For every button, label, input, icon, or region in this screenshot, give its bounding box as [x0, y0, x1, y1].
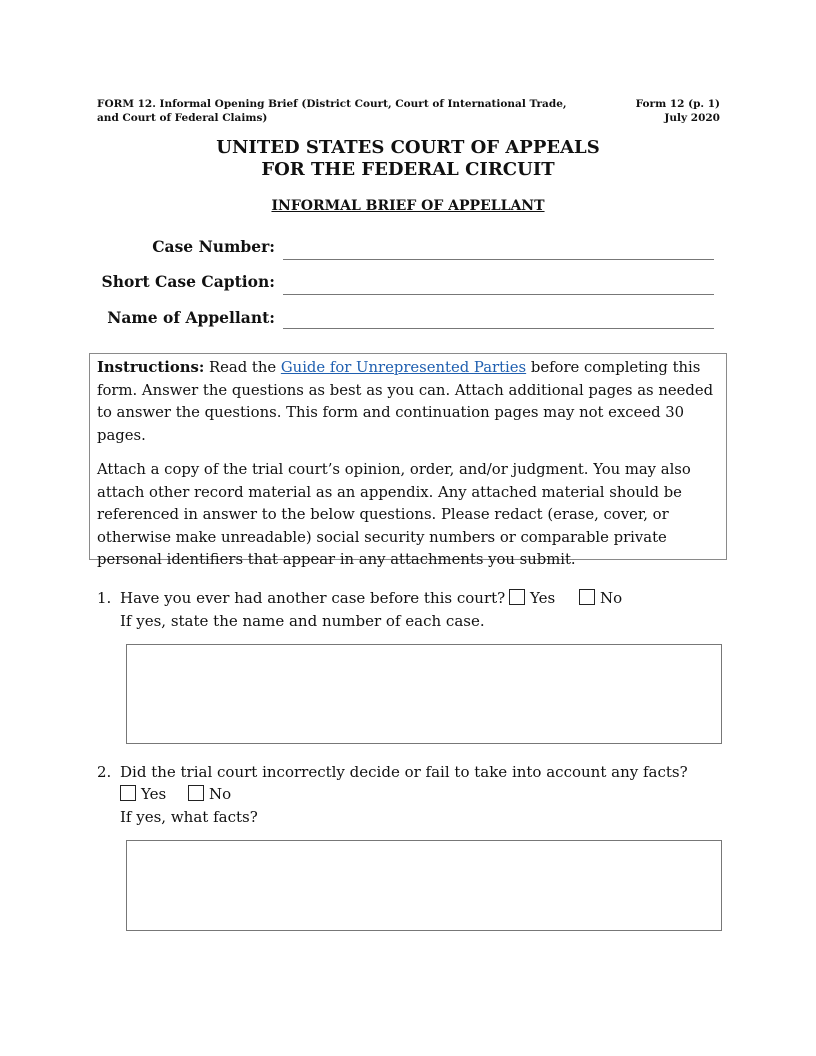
- question-2-no-label: No: [209, 785, 232, 803]
- instructions-heading: Instructions:: [97, 359, 205, 376]
- instructions-paragraph-1: [97, 357, 718, 447]
- case-number-field[interactable]: [283, 259, 714, 260]
- question-1-no-option[interactable]: [579, 587, 622, 609]
- question-1-number: 1.: [97, 589, 112, 607]
- court-title-line2: FOR THE FEDERAL CIRCUIT: [261, 159, 555, 180]
- short-caption-label: Short Case Caption:: [101, 272, 275, 291]
- appellant-label: Name of Appellant:: [107, 308, 275, 327]
- form-page-info: [636, 97, 720, 125]
- instructions-paragraph-2: Attach a copy of the trial court’s opinion, order, and/or judgment. You may also attach other record material as an appendix. Any attached material should be referenced in answer to the below questions. Please redact (erase, cover, or otherwise make unreadable) social security numbers or comparable private personal identifiers that appear in any attachments you submit.: [97, 461, 691, 568]
- question-1-yes-label: Yes: [530, 589, 556, 607]
- question-2-answer-box[interactable]: [126, 840, 722, 931]
- guide-link[interactable]: Guide for Unrepresented Parties: [280, 359, 527, 376]
- form-page-ref: Form 12 (p. 1): [635, 98, 720, 110]
- question-1-followup: If yes, state the name and number of each case.: [120, 612, 485, 630]
- form-header: [97, 97, 567, 125]
- question-2-yes-checkbox[interactable]: [120, 785, 136, 801]
- question-1-yes-checkbox[interactable]: [509, 589, 525, 605]
- question-2-yes-label: Yes: [141, 785, 167, 803]
- question-1-no-checkbox[interactable]: [579, 589, 595, 605]
- question-2-number: 2.: [97, 763, 112, 781]
- question-2-no-checkbox[interactable]: [188, 785, 204, 801]
- question-2-text: Did the trial court incorrectly decide or fail to take into account any facts?: [120, 763, 688, 781]
- brief-title: INFORMAL BRIEF OF APPELLANT: [271, 198, 545, 214]
- form-date: July 2020: [664, 112, 720, 124]
- question-2-no-option[interactable]: [188, 783, 231, 805]
- appellant-field[interactable]: [283, 328, 714, 329]
- instructions-text-post: before completing this form. Answer the questions as best as you can. Attach additional pages as needed to answer the questions. This form and continuation pages may not exceed 30 pages.: [97, 359, 714, 444]
- question-1-yes-option[interactable]: [509, 587, 555, 609]
- form-header-line2: and Court of Federal Claims): [97, 112, 268, 124]
- form-header-line1: FORM 12. Informal Opening Brief (District Court, Court of International Trade,: [97, 98, 567, 110]
- court-title-line1: UNITED STATES COURT OF APPEALS: [216, 137, 600, 158]
- question-1-no-label: No: [600, 589, 623, 607]
- question-2-yes-option[interactable]: [120, 783, 166, 805]
- case-number-label: Case Number:: [152, 237, 275, 256]
- instructions-box: [89, 353, 727, 568]
- question-1-text: Have you ever had another case before this court?: [120, 589, 506, 607]
- question-2-followup: If yes, what facts?: [120, 808, 258, 826]
- instructions-text-pre: Read the: [204, 359, 281, 376]
- court-title: [0, 137, 816, 181]
- question-1-answer-box[interactable]: [126, 644, 722, 744]
- short-caption-field[interactable]: [283, 294, 714, 295]
